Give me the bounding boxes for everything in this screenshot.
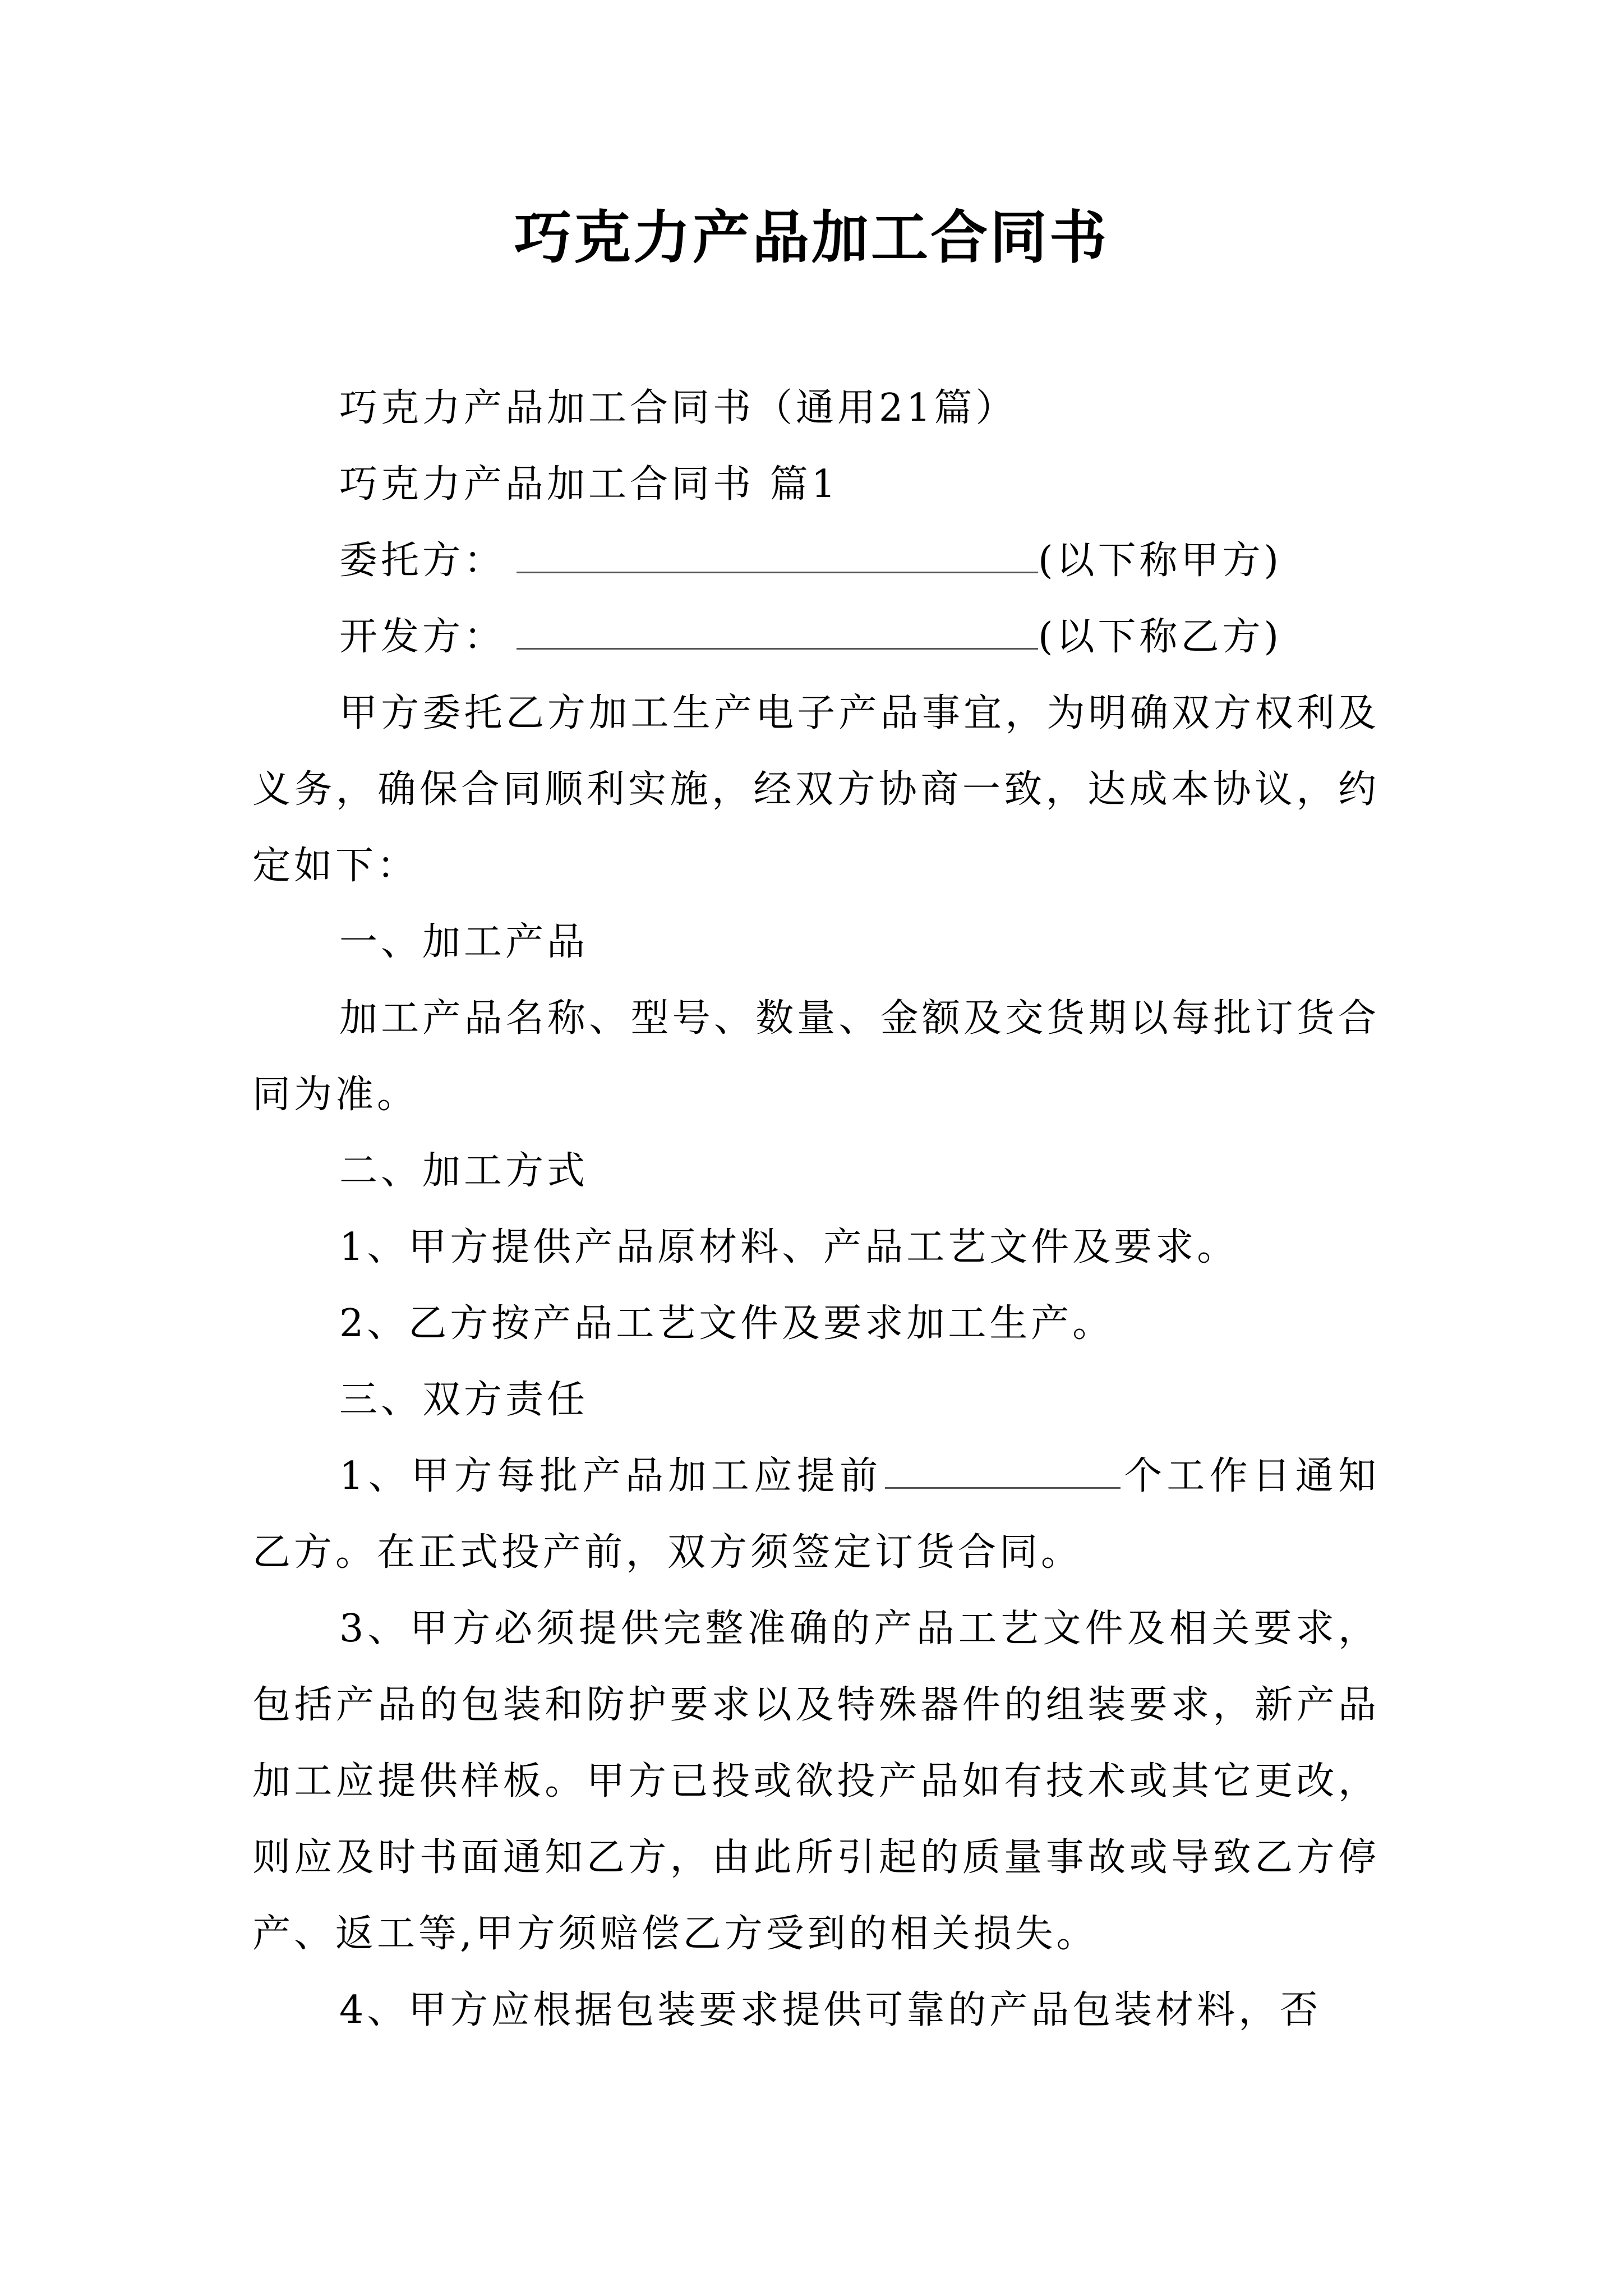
party-a-label: 委托方： (339, 539, 506, 583)
clause-3-item-4: 4、甲方应根据包装要求提供可靠的产品包装材料，否 (339, 1988, 1322, 2032)
party-a-suffix: (以下称甲方) (1038, 539, 1283, 583)
clause-2-heading: 二、加工方式 (339, 1149, 589, 1193)
clause-2-item-1: 1、甲方提供产品原材料、产品工艺文件及要求。 (339, 1225, 1239, 1269)
document-subtitle: 巧克力产品加工合同书（通用21篇） (339, 386, 1017, 430)
party-b-label: 开发方： (339, 615, 506, 659)
clause-3-item-1-after: 个工作日通知乙方。在正式投产前，双方须签定订货合同。 (252, 1454, 1380, 1575)
document-body (252, 370, 1380, 2049)
clause-1-heading: 一、加工产品 (339, 920, 589, 964)
clause-3-item-3: 3、甲方必须提供完整准确的产品工艺文件及相关要求，包括产品的包装和防护要求以及特殊器件的组装要求，新产品加工应提供样板。甲方已投或欲投产品如有技术或其它更改，则应及时书面通知乙方，由此所引起的质量事故或导致乙方停产、返工等,甲方须赔偿乙方受到的相关损失。 (252, 1607, 1380, 1956)
clause-3-item-1-before: 1、甲方每批产品加工应提前 (339, 1454, 883, 1498)
section-heading: 巧克力产品加工合同书 篇1 (339, 462, 839, 507)
clause-1-text: 加工产品名称、型号、数量、金额及交货期以每批订货合同为准。 (252, 996, 1380, 1117)
intro-paragraph: 甲方委托乙方加工生产电子产品事宜，为明确双方权利及义务，确保合同顺利实施，经双方协商一致，达成本协议，约定如下： (252, 691, 1380, 888)
document-title: 巧克力产品加工合同书 (514, 205, 1109, 272)
party-b-suffix: (以下称乙方) (1038, 615, 1283, 659)
clause-2-item-2: 2、乙方按产品工艺文件及要求加工生产。 (339, 1301, 1114, 1346)
party-a-line (252, 523, 1380, 599)
workdays-blank (885, 1451, 1121, 1489)
clause-3-heading: 三、双方责任 (339, 1378, 589, 1422)
party-b-blank (517, 612, 1038, 650)
clause-3-item-1 (252, 1438, 1380, 1591)
party-b-line (252, 599, 1380, 675)
party-a-blank (517, 536, 1038, 573)
